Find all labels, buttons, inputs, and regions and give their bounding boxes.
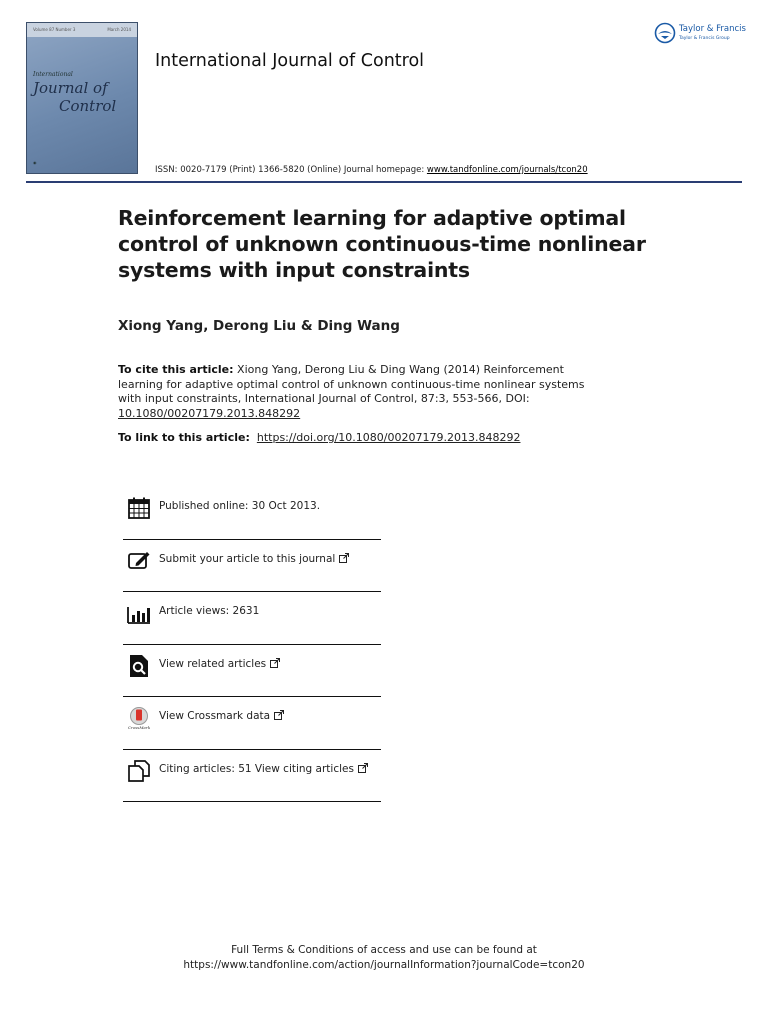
publisher-name: Taylor & Francis: [679, 24, 746, 34]
info-item-views: [123, 592, 381, 645]
terms-text: Full Terms & Conditions of access and use can be found at: [231, 944, 537, 956]
info-item-published: [123, 487, 381, 540]
submit-article-link[interactable]: Submit your article to this journal: [159, 553, 349, 565]
article-views-label: Article views: 2631: [159, 605, 260, 617]
cite-doi-link[interactable]: 10.1080/00207179.2013.848292: [118, 406, 301, 420]
info-item-submit[interactable]: [123, 540, 381, 593]
taylor-francis-emblem-icon: [654, 22, 676, 44]
article-info-list: [123, 487, 381, 802]
crossmark-icon: [127, 706, 151, 730]
cover-title-line2: Control: [59, 97, 117, 115]
external-link-icon: [274, 710, 284, 720]
article-authors: Xiong Yang, Derong Liu & Ding Wang: [118, 318, 400, 334]
article-link-row: [118, 431, 520, 444]
external-link-icon: [339, 553, 349, 563]
header-divider: [26, 181, 742, 183]
info-item-citing[interactable]: [123, 750, 381, 803]
svg-text:CrossMark: CrossMark: [127, 725, 151, 730]
cover-date: March 2014: [107, 27, 131, 32]
info-item-related[interactable]: [123, 645, 381, 698]
search-document-icon: [127, 654, 151, 678]
calendar-icon: [127, 496, 151, 520]
journal-homepage-link[interactable]: www.tandfonline.com/journals/tcon20: [426, 165, 588, 175]
link-label: To link to this article:: [118, 431, 250, 444]
external-link-icon: [358, 763, 368, 773]
issn-line: [155, 165, 588, 175]
crossmark-link[interactable]: View Crossmark data: [159, 710, 284, 722]
terms-footer: [0, 943, 768, 973]
edit-icon: [127, 549, 151, 573]
article-title: Reinforcement learning for adaptive optimal control of unknown continuous-time nonlinear systems with input constraints: [118, 206, 646, 282]
article-doi-url-link[interactable]: https://doi.org/10.1080/00207179.2013.848292: [256, 431, 521, 444]
info-item-crossmark[interactable]: [123, 697, 381, 750]
publisher-group: Taylor & Francis Group: [679, 36, 730, 41]
bar-chart-icon: [127, 601, 151, 625]
citing-articles-icon: [127, 759, 151, 783]
cover-kicker: International: [33, 71, 73, 78]
terms-url-link[interactable]: https://www.tandfonline.com/action/journalInformation?journalCode=tcon20: [183, 959, 585, 971]
cover-volume: Volume 87 Number 3: [33, 27, 76, 32]
view-related-link[interactable]: View related articles: [159, 658, 280, 670]
issn-text: ISSN: 0020-7179 (Print) 1366-5820 (Online) Journal homepage:: [155, 165, 427, 175]
journal-cover-image: [26, 22, 138, 174]
cover-title-line1: Journal of: [33, 79, 108, 97]
citing-articles-link[interactable]: Citing articles: 51 View citing articles: [159, 763, 368, 775]
cite-label: To cite this article:: [118, 363, 234, 376]
journal-title[interactable]: International Journal of Control: [155, 51, 425, 71]
external-link-icon: [270, 658, 280, 668]
citation-block: [118, 363, 598, 421]
cover-publisher-mark: ◉: [33, 160, 37, 165]
cite-text: Xiong Yang, Derong Liu & Ding Wang (2014) Reinforcement learning for adaptive optimal control of unknown continuous-time nonlinear systems with input constraints, International Journal of Control, 87:3, 553-566, DOI:: [118, 363, 585, 405]
taylor-francis-logo[interactable]: [654, 22, 754, 48]
published-date-label: Published online: 30 Oct 2013.: [159, 500, 321, 512]
